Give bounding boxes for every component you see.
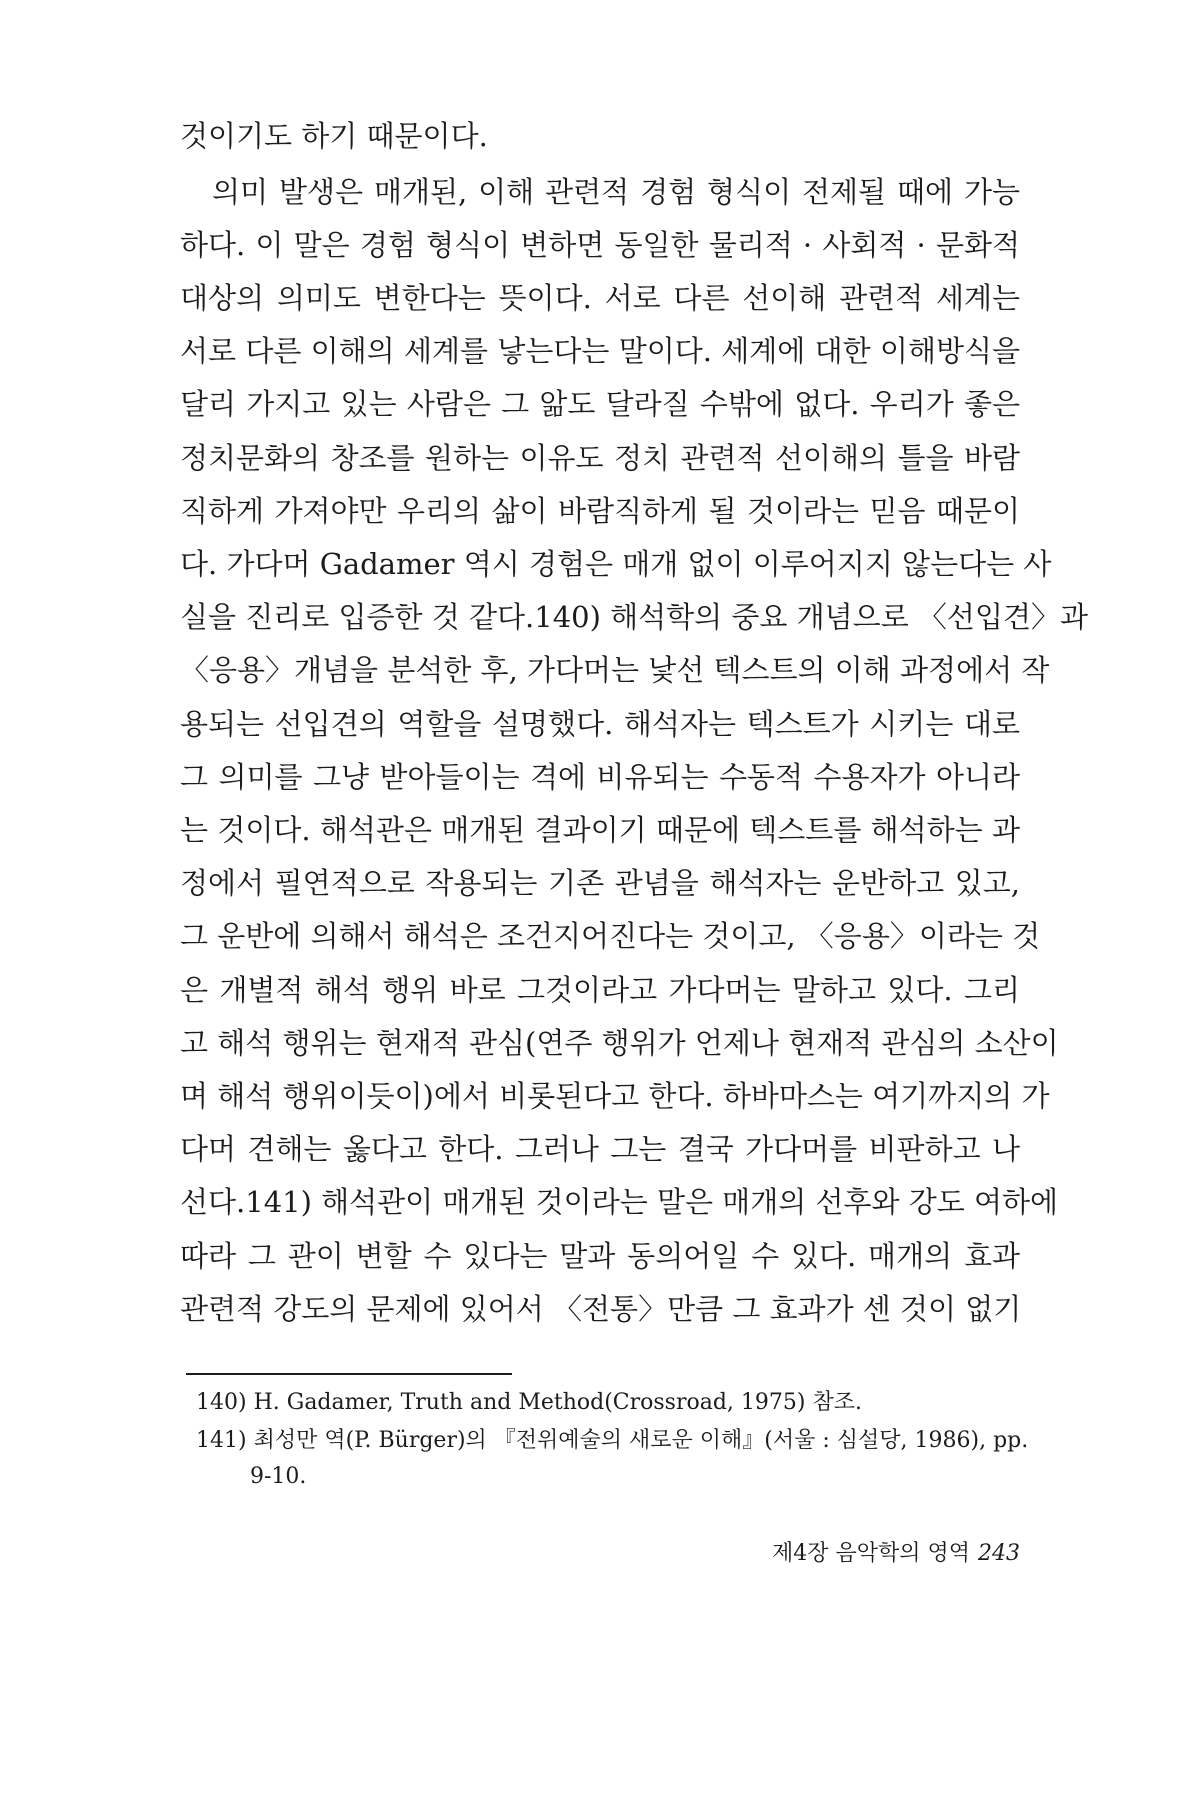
page-number: 243 <box>978 1541 1020 1566</box>
body-line: 직하게 가져야만 우리의 삶이 바람직하게 될 것이라는 믿음 때문이 <box>180 494 1020 528</box>
running-footer <box>772 1536 1020 1567</box>
footnote-141-continuation: 9-10. <box>250 1464 307 1489</box>
body-line: 며 해석 행위이듯이)에서 비롯된다고 한다. 하바마스는 여기까지의 가 <box>180 1079 1050 1113</box>
footnote-141: 141) 최성만 역(P. Bürger)의 『전위예술의 새로운 이해』(서울 : 심설당, 1986), pp. <box>196 1428 1029 1453</box>
body-line: 정치문화의 창조를 원하는 이유도 정치 관련적 선이해의 틀을 바람 <box>180 441 1020 475</box>
body-line: 은 개별적 해석 행위 바로 그것이라고 가다머는 말하고 있다. 그리 <box>180 973 1020 1007</box>
footnote-140: 140) H. Gadamer, Truth and Method(Crossroad, 1975) 참조. <box>196 1390 862 1415</box>
body-line: 대상의 의미도 변한다는 뜻이다. 서로 다른 선이해 관련적 세계는 <box>180 281 1020 315</box>
chapter-title: 제4장 음악학의 영역 <box>772 1541 970 1566</box>
body-line: 실을 진리로 입증한 것 같다.140) 해석학의 중요 개념으로 〈선입견〉과 <box>180 600 1088 634</box>
body-line: 선다.141) 해석관이 매개된 것이라는 말은 매개의 선후와 강도 여하에 <box>180 1185 1058 1219</box>
body-line: 서로 다른 이해의 세계를 낳는다는 말이다. 세계에 대한 이해방식을 <box>180 334 1020 368</box>
body-line: 그 의미를 그냥 받아들이는 격에 비유되는 수동적 수용자가 아니라 <box>180 760 1020 794</box>
body-line: 〈응용〉개념을 분석한 후, 가다머는 낯선 텍스트의 이해 과정에서 작 <box>180 653 1050 687</box>
body-line: 는 것이다. 해석관은 매개된 결과이기 때문에 텍스트를 해석하는 과 <box>180 813 1020 847</box>
body-line: 다. 가다머 Gadamer 역시 경험은 매개 없이 이루어지지 않는다는 사 <box>180 547 1052 581</box>
body-line: 그 운반에 의해서 해석은 조건지어진다는 것이고, 〈응용〉이라는 것 <box>180 919 1041 953</box>
body-line: 용되는 선입견의 역할을 설명했다. 해석자는 텍스트가 시키는 대로 <box>180 707 1020 741</box>
body-line: 관련적 강도의 문제에 있어서 〈전통〉만큼 그 효과가 센 것이 없기 <box>180 1292 1022 1326</box>
body-line: 하다. 이 말은 경험 형식이 변하면 동일한 물리적 · 사회적 · 문화적 <box>180 228 1020 262</box>
footnote-divider <box>186 1373 512 1375</box>
body-line: 정에서 필연적으로 작용되는 기존 관념을 해석자는 운반하고 있고, <box>180 866 1020 900</box>
body-line: 따라 그 관이 변할 수 있다는 말과 동의어일 수 있다. 매개의 효과 <box>180 1239 1020 1273</box>
body-line: 의미 발생은 매개된, 이해 관련적 경험 형식이 전제될 때에 가능 <box>212 175 1020 209</box>
body-line: 것이기도 하기 때문이다. <box>180 119 488 153</box>
body-line: 다머 견해는 옳다고 한다. 그러나 그는 결국 가다머를 비판하고 나 <box>180 1132 1020 1166</box>
body-line: 고 해석 행위는 현재적 관심(연주 행위가 언제나 현재적 관심의 소산이 <box>180 1026 1059 1060</box>
body-line: 달리 가지고 있는 사람은 그 앎도 달라질 수밖에 없다. 우리가 좋은 <box>180 387 1020 421</box>
